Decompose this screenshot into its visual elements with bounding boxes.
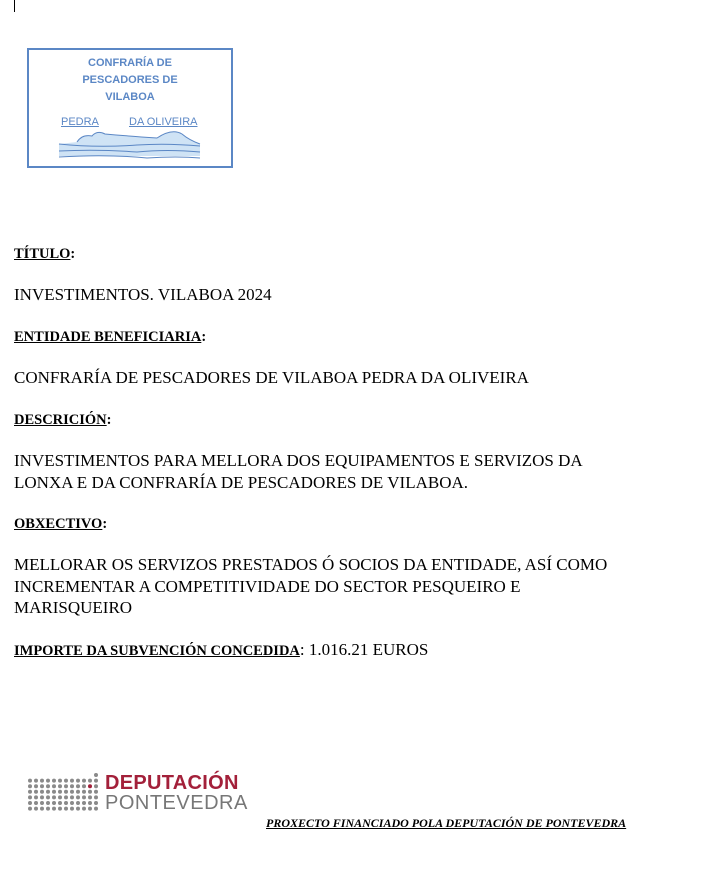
logo-dot — [52, 790, 56, 794]
logo-dot — [82, 795, 86, 799]
logo-dot — [94, 801, 98, 805]
logo-dot — [46, 807, 50, 811]
logo-dot — [64, 784, 68, 788]
dot-grid-icon — [27, 772, 101, 812]
logo-dot — [34, 779, 38, 783]
logo-dot — [34, 790, 38, 794]
logo-dot — [40, 790, 44, 794]
logo-dot — [70, 807, 74, 811]
logo-dot — [40, 801, 44, 805]
logo-dot — [82, 790, 86, 794]
logo-dot — [58, 779, 62, 783]
logo-dot — [88, 779, 92, 783]
logo-dot — [82, 807, 86, 811]
logo-dot — [88, 801, 92, 805]
amount-value: 1.016.21 EUROS — [308, 640, 429, 659]
logo-dot — [52, 795, 56, 799]
beneficiary-label: ENTIDADE BENEFICIARIA: — [14, 329, 207, 345]
logo-dot — [82, 784, 86, 788]
logo-dot — [52, 807, 56, 811]
logo-dot — [82, 801, 86, 805]
logo-dot — [34, 784, 38, 788]
logo-dot — [34, 795, 38, 799]
logo-dot — [76, 801, 80, 805]
logo-dot — [58, 790, 62, 794]
logo-dot — [64, 790, 68, 794]
logo-dot — [88, 807, 92, 811]
logo-dot — [94, 773, 98, 777]
logo-dot — [28, 790, 32, 794]
logo-dot — [58, 807, 62, 811]
objective-value: MELLORAR OS SERVIZOS PRESTADOS Ó SOCIOS DA ENTIDADE, ASÍ COMO INCREMENTAR A COMPETITIVIDADE DO SECTOR PESQUEIRO E MARISQUEIRO — [14, 555, 608, 617]
logo-dot — [88, 784, 92, 788]
logo-dot — [64, 795, 68, 799]
logo-dot — [70, 784, 74, 788]
logo-dot — [70, 790, 74, 794]
logo-dot — [52, 801, 56, 805]
logo-line: VILABOA — [105, 91, 155, 103]
logo-dot — [46, 790, 50, 794]
logo-dot — [52, 784, 56, 788]
deputacion-logo — [27, 772, 248, 817]
title-value: INVESTIMENTOS. VILABOA 2024 — [14, 285, 272, 304]
logo-dot — [46, 779, 50, 783]
logo-oliveira: DA OLIVEIRA — [129, 116, 198, 128]
logo-dot — [82, 779, 86, 783]
logo-dot — [46, 795, 50, 799]
logo-dot — [28, 779, 32, 783]
logo-dot — [76, 795, 80, 799]
logo-line: PESCADORES DE — [82, 74, 178, 86]
logo-dot — [94, 795, 98, 799]
logo-dot — [76, 779, 80, 783]
logo-line: CONFRARÍA DE — [88, 57, 172, 69]
logo-dot — [40, 784, 44, 788]
logo-title — [29, 55, 231, 106]
logo-dot — [28, 801, 32, 805]
logo-dot — [46, 801, 50, 805]
logo-dot — [58, 801, 62, 805]
description-label: DESCRICIÓN: — [14, 412, 112, 428]
logo-pedra: PEDRA — [61, 116, 99, 128]
footer-note: PROXECTO FINANCIADO POLA DEPUTACIÓN DE PONTEVEDRA — [266, 816, 627, 830]
logo-dot — [76, 790, 80, 794]
deputacion-text: DEPUTACIÓN — [105, 772, 239, 794]
rock-wave-icon — [57, 126, 202, 162]
logo-dot — [40, 779, 44, 783]
logo-dot — [40, 807, 44, 811]
pontevedra-text: PONTEVEDRA — [105, 792, 248, 814]
logo-dot — [70, 801, 74, 805]
beneficiary-value: CONFRARÍA DE PESCADORES DE VILABOA PEDRA DA OLIVEIRA — [14, 368, 529, 387]
logo-dot — [46, 784, 50, 788]
logo-dot — [94, 784, 98, 788]
description-value: INVESTIMENTOS PARA MELLORA DOS EQUIPAMENTOS E SERVIZOS DA LONXA E DA CONFRARÍA DE PESCADORES DE VILABOA. — [14, 451, 583, 492]
logo-dot — [28, 807, 32, 811]
objective-label: OBXECTIVO: — [14, 516, 108, 532]
logo-dot — [64, 801, 68, 805]
logo-dot — [88, 790, 92, 794]
logo-dot — [76, 807, 80, 811]
logo-dot — [28, 795, 32, 799]
logo-dot — [58, 784, 62, 788]
logo-dot — [64, 779, 68, 783]
confraria-logo — [27, 48, 233, 168]
logo-dot — [34, 801, 38, 805]
amount-row: IMPORTE DA SUBVENCIÓN CONCEDIDA: 1.016.21 EUROS — [14, 640, 429, 659]
logo-dot — [70, 795, 74, 799]
logo-dot — [34, 807, 38, 811]
logo-dot — [70, 779, 74, 783]
logo-dot — [28, 784, 32, 788]
logo-dot — [76, 784, 80, 788]
text-cursor — [14, 0, 15, 12]
logo-dot — [94, 790, 98, 794]
logo-dot — [40, 795, 44, 799]
logo-dot — [88, 795, 92, 799]
logo-dot — [64, 807, 68, 811]
logo-dot — [58, 795, 62, 799]
title-label: TÍTULO: — [14, 246, 76, 262]
logo-dot — [94, 807, 98, 811]
logo-dot — [52, 779, 56, 783]
logo-dot — [94, 779, 98, 783]
